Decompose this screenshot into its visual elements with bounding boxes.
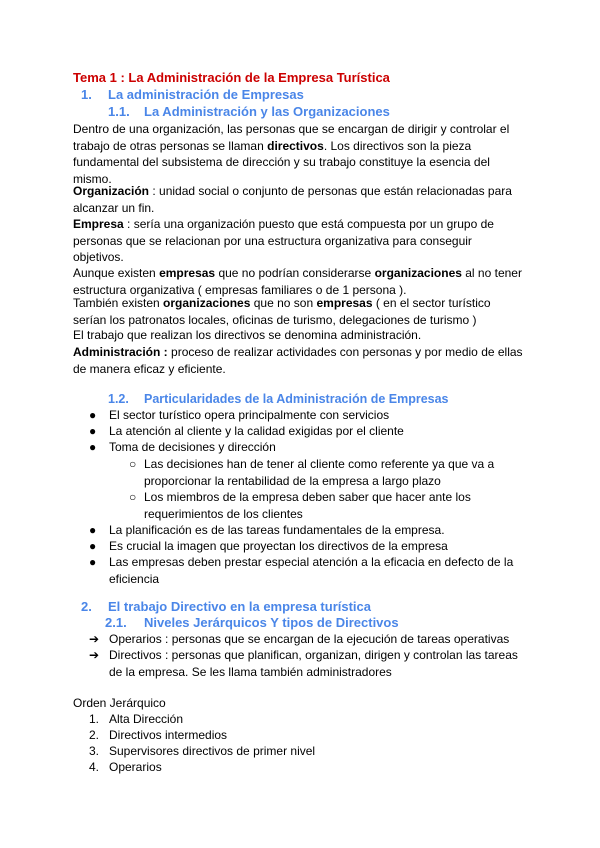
- text-run: que no podrían considerarse: [215, 266, 375, 280]
- bullet-dot-icon: ●: [89, 424, 97, 438]
- text-line: Directivos : personas que planifican, organizan, dirigen y controlan las tareas: [109, 648, 518, 662]
- text-line: Dentro de una organización, las personas que se encargan de dirigir y controlar el: [73, 122, 510, 136]
- text-line: fundamental del subsistema de dirección y su trabajo constituye la esencia del: [73, 155, 490, 169]
- text-run: . Los directivos son la pieza: [323, 138, 472, 153]
- bullet-dot-icon: ●: [89, 440, 97, 454]
- text-run: ( en el sector turístico: [372, 296, 491, 310]
- bullet-circle-icon: ○: [129, 457, 137, 471]
- text-line: alcanzar un fin.: [73, 200, 155, 215]
- item-number: 3.: [89, 744, 100, 758]
- bold-term: empresas: [159, 266, 216, 280]
- arrow-list: [73, 631, 528, 691]
- paragraph-aunque: [73, 265, 528, 298]
- item-number: 1.: [89, 712, 100, 726]
- item-text: Operarios: [109, 760, 162, 774]
- bold-term: organizaciones: [163, 296, 251, 310]
- section-number: 2.: [81, 599, 92, 614]
- sub-list-item-text: [144, 456, 494, 489]
- text-run: trabajo de otras personas se llaman: [73, 138, 268, 153]
- sub-list-item-text: [144, 489, 471, 522]
- text-line: Las empresas deben prestar especial atención a la eficacia en defecto de la: [109, 555, 514, 569]
- text-run: : sería una organización puesto que está compuesta por un grupo de: [123, 217, 494, 231]
- bullet-dot-icon: ●: [89, 555, 97, 569]
- section-label: La Administración y las Organizaciones: [144, 104, 390, 119]
- text-run: que no son: [250, 296, 317, 310]
- section-number: 2.1.: [105, 615, 127, 630]
- text-run: proceso de realizar actividades con personas y por medio de ellas: [167, 345, 523, 359]
- section-label: Niveles Jerárquicos Y tipos de Directivos: [144, 615, 399, 630]
- text-run: : unidad social o conjunto de personas que están relacionadas para: [149, 184, 512, 198]
- text-line: mismo.: [73, 171, 112, 186]
- bullet-dot-icon: ●: [89, 523, 97, 537]
- arrow-right-icon: ➔: [89, 632, 100, 646]
- list-item-text: Toma de decisiones y dirección: [109, 440, 276, 454]
- orden-heading: Orden Jerárquico: [73, 696, 166, 710]
- text-line: proporcionar la rentabilidad de la empresa a largo plazo: [144, 473, 441, 488]
- item-text: Supervisores directivos de primer nivel: [109, 744, 316, 758]
- definition-administracion: [73, 344, 528, 377]
- item-text: Directivos intermedios: [109, 728, 228, 742]
- bold-term: Empresa: [73, 217, 124, 231]
- text-line: eficiencia: [109, 571, 160, 586]
- bold-term: directivos: [267, 138, 324, 153]
- list-item-text: [109, 554, 513, 587]
- text-line: serían los patronatos locales, oficinas de turismo, delegaciones de turismo ): [73, 312, 477, 327]
- arrow-item-text: [109, 647, 518, 680]
- section-number: 1.: [81, 87, 92, 102]
- text-line: de manera eficaz y eficiente.: [73, 361, 226, 376]
- list-item-text: La atención al cliente y la calidad exigidas por el cliente: [109, 424, 404, 438]
- section-label: Particularidades de la Administración de Empresas: [144, 392, 449, 406]
- paragraph-trabajo: El trabajo que realizan los directivos se denomina administración.: [73, 328, 422, 342]
- text-line: Los miembros de la empresa deben saber que hacer ante los: [144, 490, 471, 504]
- paragraph-intro: [73, 121, 528, 187]
- item-text: Alta Dirección: [109, 712, 184, 726]
- text-run: al no tener: [461, 266, 522, 280]
- text-run: Aunque existen: [73, 266, 160, 280]
- section-label: La administración de Empresas: [108, 87, 304, 102]
- bullet-list: [73, 407, 528, 587]
- numbered-list: [73, 711, 528, 781]
- text-line: estructura organizativa ( empresas familiares o de 1 persona ).: [73, 282, 407, 297]
- text-line: personas que se relacionan por una estructura organizativa para conseguir: [73, 233, 472, 248]
- definition-empresa: [73, 216, 528, 266]
- text-line: Las decisiones han de tener al cliente como referente ya que va a: [144, 457, 495, 471]
- list-item-text: El sector turístico opera principalmente con servicios: [109, 408, 390, 422]
- text-line: objetivos.: [73, 250, 124, 264]
- text-line: requerimientos de los clientes: [144, 506, 303, 521]
- document-title: Tema 1 : La Administración de la Empresa Turística: [73, 70, 390, 85]
- definition-organizacion: [73, 183, 528, 216]
- paragraph-tambien: [73, 295, 528, 328]
- arrow-item-text: Operarios : personas que se encargan de la ejecución de tareas operativas: [109, 632, 510, 646]
- bullet-dot-icon: ●: [89, 539, 97, 553]
- arrow-right-icon: ➔: [89, 648, 100, 662]
- item-number: 2.: [89, 728, 100, 742]
- bold-term: organizaciones: [374, 266, 462, 280]
- list-item-text: Es crucial la imagen que proyectan los directivos de la empresa: [109, 539, 448, 553]
- text-line: de la empresa. Se les llama también administradores: [109, 664, 392, 679]
- item-number: 4.: [89, 760, 100, 774]
- bold-term: empresas: [316, 296, 373, 310]
- bold-term: Organización: [73, 184, 150, 198]
- bullet-dot-icon: ●: [89, 408, 97, 422]
- section-number: 1.1.: [108, 104, 130, 119]
- section-number: 1.2.: [108, 392, 129, 406]
- bullet-circle-icon: ○: [129, 490, 137, 504]
- bold-term: Administración :: [73, 345, 168, 359]
- list-item-text: La planificación es de las tareas fundamentales de la empresa.: [109, 523, 445, 537]
- section-label: El trabajo Directivo en la empresa turística: [108, 599, 371, 614]
- text-run: También existen: [73, 296, 164, 310]
